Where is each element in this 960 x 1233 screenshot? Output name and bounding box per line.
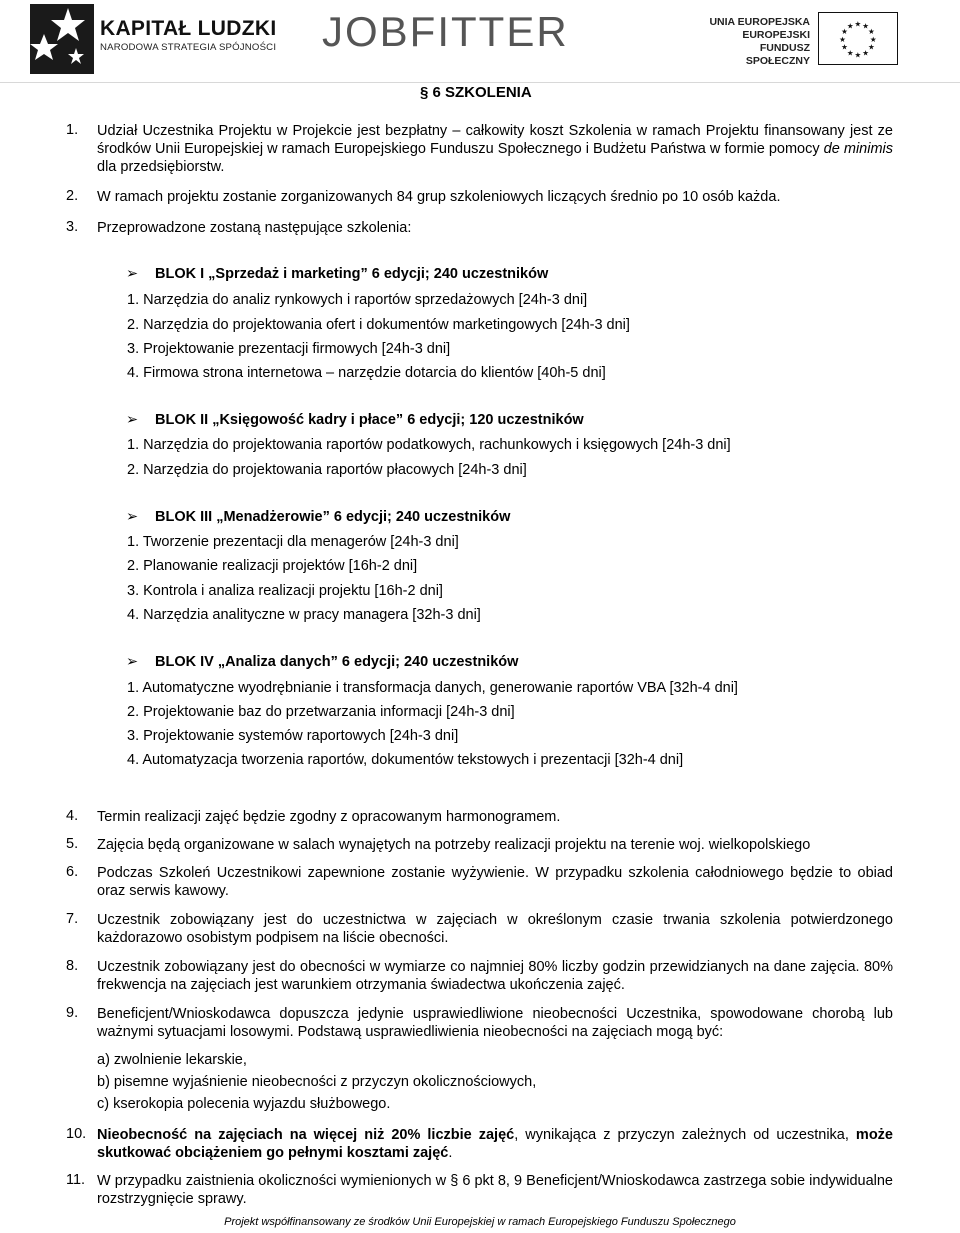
point-1-text — [97, 122, 893, 176]
block-1-item-1: 1. Narzędzia do analiz rynkowych i raportów sprzedażowych [24h-3 dni] — [127, 292, 588, 308]
svg-text:★: ★ — [839, 34, 847, 44]
svg-text:★: ★ — [841, 42, 848, 52]
point-11-text: W przypadku zaistnienia okoliczności wymienionych w § 6 pkt 8, 9 Beneficjent/Wnioskodawca zastrzega sobie indywidualne rozstrzygnięcie sprawy. — [97, 1173, 893, 1207]
point-6-text: Podczas Szkoleń Uczestnikowi zapewnione zostanie wyżywienie. W przypadku szkolenia całodniowego będzie to obiad oraz serwis kawowy. — [97, 865, 893, 899]
point-9-sub-c: c) kserokopia polecenia wyjazdu służbowego. — [97, 1096, 391, 1112]
point-9-number: 9. — [66, 1005, 79, 1021]
svg-text:★: ★ — [862, 21, 870, 31]
point-3-text: Przeprowadzone zostaną następujące szkolenia: — [97, 220, 412, 236]
point-9-sub-a: a) zwolnienie lekarskie, — [97, 1052, 247, 1068]
kapital-ludzki-text — [100, 18, 276, 53]
svg-text:★: ★ — [846, 48, 854, 58]
point-5-number: 5. — [66, 836, 79, 852]
block-3-item-1: 1. Tworzenie prezentacji dla menagerów [24h-3 dni] — [127, 534, 459, 550]
point-6-number: 6. — [66, 864, 79, 880]
svg-text:★: ★ — [854, 19, 862, 29]
point-10-end: . — [448, 1145, 453, 1161]
block-2-heading: BLOK II „Księgowość kadry i płace” 6 edycji; 120 uczestników — [155, 412, 584, 428]
eu-fund-text — [700, 16, 810, 68]
point-5-text: Zajęcia będą organizowane w salach wynajętych na potrzeby realizacji projektu na terenie woj. wielkopolskiego — [97, 837, 811, 853]
svg-text:★: ★ — [841, 27, 848, 37]
point-10-bold-1: Nieobecność na zajęciach na więcej niż 20% liczbie zajęć — [97, 1127, 515, 1143]
svg-text:★: ★ — [846, 21, 854, 31]
section-title: § 6 SZKOLENIA — [420, 84, 532, 101]
svg-text:★: ★ — [868, 27, 875, 37]
svg-text:★: ★ — [869, 34, 877, 44]
point-10-number: 10. — [66, 1126, 87, 1142]
point-10-mid: , wynikająca z przyczyn zależnych od uczestnika, — [514, 1127, 856, 1143]
block-1-item-2: 2. Narzędzia do projektowania ofert i dokumentów marketingowych [24h-3 dni] — [127, 317, 630, 333]
point-7-text: Uczestnik zobowiązany jest do uczestnictwa w zajęciach w określonym czasie trwania szkolenia potwierdzonego każdorazowo osobistym podpisem na liście obecności. — [97, 912, 893, 946]
eu-flag-icon — [818, 12, 898, 65]
block-2-item-2: 2. Narzędzia do projektowania raportów płacowych [24h-3 dni] — [127, 462, 527, 478]
point-8-text: Uczestnik zobowiązany jest do obecności w wymiarze co najmniej 80% liczby godzin przewidzianych na dane zajęcia. 80% frekwencja na zajęciach jest warunkiem otrzymania świadectwa ukończenia zajęć. — [97, 959, 893, 993]
arrow-bullet-icon: ➢ — [126, 509, 139, 525]
block-1-item-4: 4. Firmowa strona internetowa – narzędzie dotarcia do klientów [40h-5 dni] — [127, 365, 606, 381]
point-1-text-a: Udział Uczestnika Projektu w Projekcie jest bezpłatny – całkowity koszt Szkolenia w ramach Projektu finansowany jest ze środków Unii Europejskiej w ramach Europejskiego Funduszu Społecznego i Budżetu Państwa w formie pomocy — [97, 123, 893, 157]
arrow-bullet-icon: ➢ — [126, 412, 139, 428]
project-logo-text: JOBFITTER — [322, 8, 569, 55]
eu-line-1: UNIA EUROPEJSKA — [709, 16, 810, 28]
svg-text:★: ★ — [868, 42, 875, 52]
arrow-bullet-icon: ➢ — [126, 266, 139, 282]
point-4-text: Termin realizacji zajęć będzie zgodny z opracowanym harmonogramem. — [97, 809, 561, 825]
point-9-text: Beneficjent/Wnioskodawca dopuszcza jedynie usprawiedliwione nieobecności Uczestnika, spowodowane chorobą lub ważnymi sytuacjami losowymi. Podstawą usprawiedliwienia nieobecności na zajęciach mogą być: — [97, 1006, 893, 1040]
point-1-number: 1. — [66, 122, 79, 138]
page-header — [0, 0, 960, 83]
block-3-item-3: 3. Kontrola i analiza realizacji projektu [16h-2 dni] — [127, 583, 443, 599]
block-1-heading: BLOK I „Sprzedaż i marketing” 6 edycji; 240 uczestników — [155, 266, 549, 282]
block-4-item-3: 3. Projektowanie systemów raportowych [24h-3 dni] — [127, 728, 459, 744]
point-9-sub-b: b) pisemne wyjaśnienie nieobecności z przyczyn okolicznościowych, — [97, 1074, 537, 1090]
point-8-number: 8. — [66, 958, 79, 974]
point-1-italic: de minimis — [823, 141, 894, 157]
kapital-ludzki-logo-icon — [30, 4, 94, 74]
point-7-number: 7. — [66, 911, 79, 927]
point-2-number: 2. — [66, 188, 79, 204]
point-10-bold-2: może skutkować obciążeniem go pełnymi kosztami zajęć — [97, 1127, 893, 1161]
point-3-number: 3. — [66, 219, 79, 235]
point-11-number: 11. — [66, 1172, 86, 1188]
point-1-text-b: dla przedsiębiorstw. — [97, 159, 225, 175]
point-2-text: W ramach projektu zostanie zorganizowanych 84 grup szkoleniowych liczących średnio po 10 osób każda. — [97, 189, 781, 205]
block-4-item-4: 4. Automatyzacja tworzenia raportów, dokumentów tekstowych i prezentacji [32h-4 dni] — [127, 752, 684, 768]
arrow-bullet-icon: ➢ — [126, 654, 139, 670]
block-1-item-3: 3. Projektowanie prezentacji firmowych [24h-3 dni] — [127, 341, 451, 357]
block-4-item-2: 2. Projektowanie baz do przetwarzania informacji [24h-3 dni] — [127, 704, 515, 720]
block-4-item-1: 1. Automatyczne wyodrębnianie i transformacja danych, generowanie raportów VBA [32h-4 dni] — [127, 680, 738, 696]
point-10-text — [97, 1126, 893, 1162]
eu-line-3: FUNDUSZ SPOŁECZNY — [745, 42, 810, 67]
block-3-item-4: 4. Narzędzia analityczne w pracy managera [32h-3 dni] — [127, 607, 481, 623]
kapital-ludzki-title: KAPITAŁ LUDZKI — [100, 17, 277, 40]
eu-line-2: EUROPEJSKI — [742, 29, 810, 41]
kapital-ludzki-subtitle: NARODOWA STRATEGIA SPÓJNOŚCI — [100, 42, 277, 53]
block-4-heading: BLOK IV „Analiza danych” 6 edycji; 240 uczestników — [155, 654, 519, 670]
point-4-number: 4. — [66, 808, 79, 824]
svg-text:★: ★ — [862, 48, 870, 58]
block-2-item-1: 1. Narzędzia do projektowania raportów podatkowych, rachunkowych i księgowych [24h-3 dni] — [127, 437, 731, 453]
page-footer: Projekt współfinansowany ze środków Unii Europejskiej w ramach Europejskiego Funduszu Społecznego — [224, 1216, 736, 1228]
block-3-item-2: 2. Planowanie realizacji projektów [16h-2 dni] — [127, 558, 418, 574]
block-3-heading: BLOK III „Menadżerowie” 6 edycji; 240 uczestników — [155, 509, 511, 525]
svg-text:★: ★ — [854, 50, 862, 60]
